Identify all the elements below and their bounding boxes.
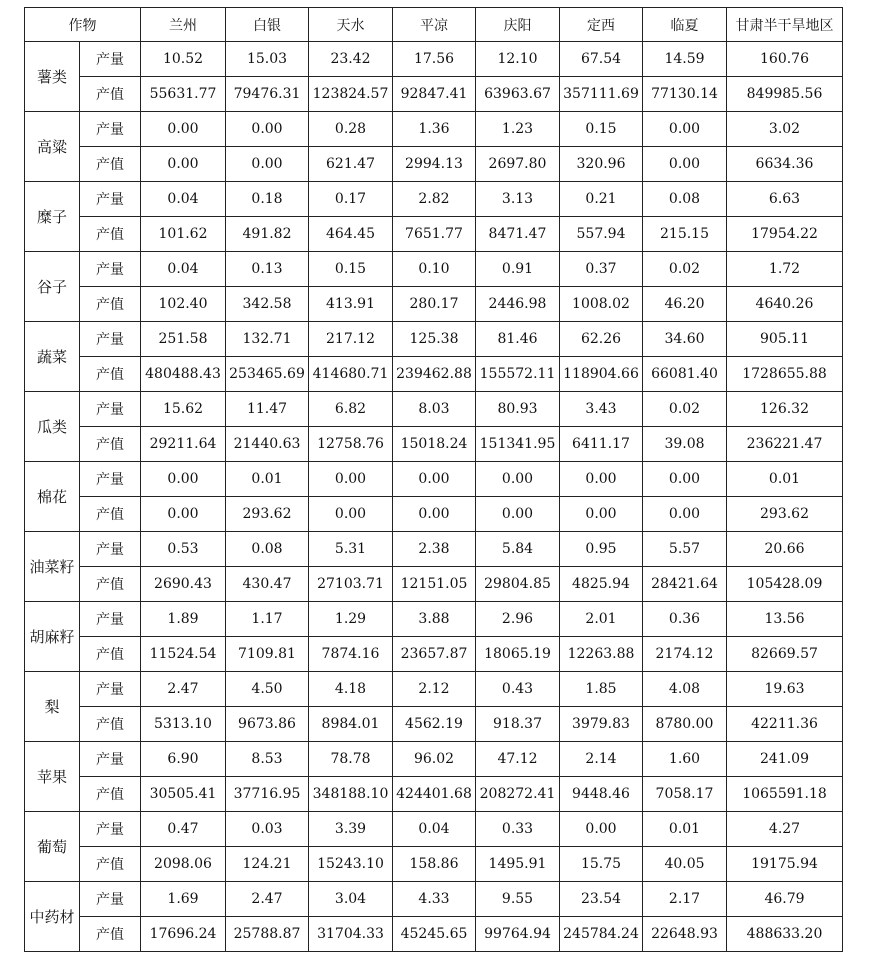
data-cell: 23.42 (309, 42, 393, 77)
data-cell: 3.02 (727, 112, 843, 147)
data-cell: 0.43 (476, 672, 560, 707)
data-cell: 39.08 (643, 427, 727, 462)
data-cell: 79476.31 (226, 77, 309, 112)
data-cell: 1.60 (643, 742, 727, 777)
data-cell: 918.37 (476, 707, 560, 742)
data-cell: 3.04 (309, 882, 393, 917)
data-cell: 102.40 (141, 287, 226, 322)
data-cell: 118904.66 (560, 357, 643, 392)
table-row (25, 567, 843, 602)
data-cell: 27103.71 (309, 567, 393, 602)
data-cell: 1.89 (141, 602, 226, 637)
data-cell: 480488.43 (141, 357, 226, 392)
data-cell: 0.21 (560, 182, 643, 217)
data-cell: 424401.68 (393, 777, 476, 812)
table-row (25, 147, 843, 182)
data-cell: 160.76 (727, 42, 843, 77)
header-row (25, 8, 843, 42)
metric-label-cell: 产值 (80, 357, 141, 392)
data-cell: 4.27 (727, 812, 843, 847)
data-cell: 0.00 (141, 497, 226, 532)
metric-label-cell: 产量 (80, 532, 141, 567)
data-cell: 4.33 (393, 882, 476, 917)
table-row (25, 252, 843, 287)
crop-output-table (24, 7, 843, 952)
table-row (25, 602, 843, 637)
data-cell: 1.69 (141, 882, 226, 917)
data-cell: 23.54 (560, 882, 643, 917)
data-cell: 5313.10 (141, 707, 226, 742)
data-cell: 0.00 (393, 497, 476, 532)
data-cell: 12263.88 (560, 637, 643, 672)
crop-name-cell: 谷子 (25, 252, 80, 322)
data-cell: 1.23 (476, 112, 560, 147)
metric-label-cell: 产量 (80, 882, 141, 917)
data-cell: 0.18 (226, 182, 309, 217)
table-row (25, 462, 843, 497)
data-cell: 0.00 (560, 812, 643, 847)
table-row (25, 672, 843, 707)
data-cell: 1728655.88 (727, 357, 843, 392)
data-cell: 905.11 (727, 322, 843, 357)
data-cell: 77130.14 (643, 77, 727, 112)
data-cell: 125.38 (393, 322, 476, 357)
data-cell: 0.00 (643, 462, 727, 497)
data-cell: 155572.11 (476, 357, 560, 392)
data-cell: 2.82 (393, 182, 476, 217)
data-cell: 62.26 (560, 322, 643, 357)
data-cell: 92847.41 (393, 77, 476, 112)
data-cell: 4.18 (309, 672, 393, 707)
data-cell: 23657.87 (393, 637, 476, 672)
data-cell: 6.90 (141, 742, 226, 777)
data-cell: 4640.26 (727, 287, 843, 322)
data-cell: 5.84 (476, 532, 560, 567)
data-cell: 126.32 (727, 392, 843, 427)
data-cell: 2098.06 (141, 847, 226, 882)
table-row (25, 532, 843, 567)
metric-label-cell: 产值 (80, 917, 141, 952)
data-cell: 7058.17 (643, 777, 727, 812)
data-cell: 0.00 (476, 497, 560, 532)
data-cell: 17.56 (393, 42, 476, 77)
data-cell: 7109.81 (226, 637, 309, 672)
data-cell: 0.28 (309, 112, 393, 147)
data-cell: 15243.10 (309, 847, 393, 882)
data-cell: 4.08 (643, 672, 727, 707)
data-cell: 0.00 (309, 462, 393, 497)
data-cell: 348188.10 (309, 777, 393, 812)
data-cell: 4825.94 (560, 567, 643, 602)
data-cell: 1.85 (560, 672, 643, 707)
data-cell: 2697.80 (476, 147, 560, 182)
data-cell: 40.05 (643, 847, 727, 882)
data-cell: 45245.65 (393, 917, 476, 952)
data-cell: 293.62 (727, 497, 843, 532)
data-cell: 241.09 (727, 742, 843, 777)
table-row (25, 427, 843, 462)
header-region: 兰州 (141, 8, 226, 42)
metric-label-cell: 产值 (80, 707, 141, 742)
data-cell: 46.79 (727, 882, 843, 917)
data-cell: 8471.47 (476, 217, 560, 252)
header-region: 白银 (226, 8, 309, 42)
data-cell: 0.04 (141, 252, 226, 287)
table-row (25, 357, 843, 392)
table-row (25, 812, 843, 847)
data-cell: 0.04 (141, 182, 226, 217)
metric-label-cell: 产量 (80, 462, 141, 497)
data-cell: 0.00 (560, 462, 643, 497)
data-cell: 3.39 (309, 812, 393, 847)
table-row (25, 322, 843, 357)
data-cell: 849985.56 (727, 77, 843, 112)
data-cell: 132.71 (226, 322, 309, 357)
data-cell: 0.36 (643, 602, 727, 637)
header-region: 甘肃半干旱地区 (727, 8, 843, 42)
data-cell: 46.20 (643, 287, 727, 322)
data-cell: 414680.71 (309, 357, 393, 392)
data-cell: 124.21 (226, 847, 309, 882)
data-cell: 0.95 (560, 532, 643, 567)
crop-name-cell: 油菜籽 (25, 532, 80, 602)
metric-label-cell: 产量 (80, 42, 141, 77)
table-row (25, 882, 843, 917)
header-region: 天水 (309, 8, 393, 42)
data-cell: 0.17 (309, 182, 393, 217)
data-cell: 236221.47 (727, 427, 843, 462)
data-cell: 0.00 (476, 462, 560, 497)
table-row (25, 392, 843, 427)
data-cell: 6.63 (727, 182, 843, 217)
data-cell: 82669.57 (727, 637, 843, 672)
data-cell: 55631.77 (141, 77, 226, 112)
data-cell: 488633.20 (727, 917, 843, 952)
data-cell: 2.01 (560, 602, 643, 637)
crop-name-cell: 梨 (25, 672, 80, 742)
data-cell: 251.58 (141, 322, 226, 357)
metric-label-cell: 产值 (80, 567, 141, 602)
metric-label-cell: 产量 (80, 812, 141, 847)
data-cell: 9.55 (476, 882, 560, 917)
data-cell: 0.15 (560, 112, 643, 147)
data-cell: 6411.17 (560, 427, 643, 462)
data-cell: 430.47 (226, 567, 309, 602)
crop-name-cell: 胡麻籽 (25, 602, 80, 672)
table-row (25, 77, 843, 112)
data-cell: 357111.69 (560, 77, 643, 112)
table-row (25, 217, 843, 252)
data-cell: 8984.01 (309, 707, 393, 742)
data-cell: 208272.41 (476, 777, 560, 812)
data-cell: 3979.83 (560, 707, 643, 742)
data-cell: 217.12 (309, 322, 393, 357)
data-cell: 0.91 (476, 252, 560, 287)
table-row (25, 182, 843, 217)
data-cell: 0.15 (309, 252, 393, 287)
metric-label-cell: 产量 (80, 392, 141, 427)
data-cell: 42211.36 (727, 707, 843, 742)
data-cell: 4562.19 (393, 707, 476, 742)
data-cell: 293.62 (226, 497, 309, 532)
data-cell: 18065.19 (476, 637, 560, 672)
metric-label-cell: 产量 (80, 322, 141, 357)
data-cell: 0.00 (226, 147, 309, 182)
data-cell: 29804.85 (476, 567, 560, 602)
data-cell: 1.29 (309, 602, 393, 637)
data-cell: 320.96 (560, 147, 643, 182)
data-cell: 12.10 (476, 42, 560, 77)
data-cell: 99764.94 (476, 917, 560, 952)
data-cell: 253465.69 (226, 357, 309, 392)
metric-label-cell: 产值 (80, 427, 141, 462)
table-body (25, 42, 843, 952)
data-cell: 5.57 (643, 532, 727, 567)
data-cell: 15018.24 (393, 427, 476, 462)
table-row (25, 637, 843, 672)
crop-name-cell: 中药材 (25, 882, 80, 952)
data-cell: 1065591.18 (727, 777, 843, 812)
data-cell: 30505.41 (141, 777, 226, 812)
data-cell: 158.86 (393, 847, 476, 882)
data-cell: 80.93 (476, 392, 560, 427)
data-cell: 0.13 (226, 252, 309, 287)
data-cell: 0.08 (643, 182, 727, 217)
data-cell: 0.03 (226, 812, 309, 847)
data-cell: 0.01 (727, 462, 843, 497)
data-cell: 20.66 (727, 532, 843, 567)
data-cell: 19175.94 (727, 847, 843, 882)
data-cell: 464.45 (309, 217, 393, 252)
table-row (25, 497, 843, 532)
metric-label-cell: 产值 (80, 147, 141, 182)
data-cell: 0.04 (393, 812, 476, 847)
data-cell: 2690.43 (141, 567, 226, 602)
table-row (25, 847, 843, 882)
data-cell: 81.46 (476, 322, 560, 357)
data-cell: 11524.54 (141, 637, 226, 672)
data-cell: 0.02 (643, 252, 727, 287)
data-cell: 3.88 (393, 602, 476, 637)
data-cell: 0.00 (309, 497, 393, 532)
data-cell: 7874.16 (309, 637, 393, 672)
data-cell: 280.17 (393, 287, 476, 322)
data-cell: 0.01 (643, 812, 727, 847)
header-region: 定西 (560, 8, 643, 42)
data-cell: 215.15 (643, 217, 727, 252)
data-cell: 67.54 (560, 42, 643, 77)
data-cell: 0.00 (141, 112, 226, 147)
data-cell: 21440.63 (226, 427, 309, 462)
data-cell: 0.00 (393, 462, 476, 497)
data-cell: 151341.95 (476, 427, 560, 462)
data-cell: 10.52 (141, 42, 226, 77)
data-cell: 342.58 (226, 287, 309, 322)
data-cell: 1495.91 (476, 847, 560, 882)
data-cell: 9673.86 (226, 707, 309, 742)
table-row (25, 707, 843, 742)
data-cell: 3.13 (476, 182, 560, 217)
table-row (25, 287, 843, 322)
metric-label-cell: 产量 (80, 602, 141, 637)
data-cell: 123824.57 (309, 77, 393, 112)
metric-label-cell: 产值 (80, 217, 141, 252)
metric-label-cell: 产量 (80, 742, 141, 777)
data-cell: 101.62 (141, 217, 226, 252)
header-region: 庆阳 (476, 8, 560, 42)
data-cell: 12151.05 (393, 567, 476, 602)
data-cell: 0.00 (643, 497, 727, 532)
data-cell: 491.82 (226, 217, 309, 252)
data-cell: 17696.24 (141, 917, 226, 952)
data-cell: 2.47 (141, 672, 226, 707)
data-cell: 37716.95 (226, 777, 309, 812)
table-header (25, 8, 843, 42)
data-cell: 5.31 (309, 532, 393, 567)
data-cell: 11.47 (226, 392, 309, 427)
data-cell: 0.37 (560, 252, 643, 287)
data-cell: 0.10 (393, 252, 476, 287)
data-cell: 0.53 (141, 532, 226, 567)
data-cell: 0.02 (643, 392, 727, 427)
data-cell: 14.59 (643, 42, 727, 77)
metric-label-cell: 产量 (80, 112, 141, 147)
crop-name-cell: 糜子 (25, 182, 80, 252)
crop-name-cell: 瓜类 (25, 392, 80, 462)
data-cell: 6634.36 (727, 147, 843, 182)
data-cell: 13.56 (727, 602, 843, 637)
data-cell: 12758.76 (309, 427, 393, 462)
data-cell: 1.36 (393, 112, 476, 147)
crop-name-cell: 薯类 (25, 42, 80, 112)
data-cell: 15.62 (141, 392, 226, 427)
data-cell: 0.00 (141, 462, 226, 497)
crop-name-cell: 蔬菜 (25, 322, 80, 392)
data-cell: 3.43 (560, 392, 643, 427)
data-cell: 0.00 (643, 147, 727, 182)
data-cell: 29211.64 (141, 427, 226, 462)
data-cell: 15.03 (226, 42, 309, 77)
data-cell: 245784.24 (560, 917, 643, 952)
data-cell: 96.02 (393, 742, 476, 777)
data-cell: 25788.87 (226, 917, 309, 952)
table-row (25, 42, 843, 77)
table-row (25, 917, 843, 952)
data-cell: 22648.93 (643, 917, 727, 952)
data-cell: 2.12 (393, 672, 476, 707)
data-cell: 1.72 (727, 252, 843, 287)
data-cell: 8.53 (226, 742, 309, 777)
data-cell: 4.50 (226, 672, 309, 707)
data-cell: 239462.88 (393, 357, 476, 392)
data-cell: 6.82 (309, 392, 393, 427)
data-cell: 557.94 (560, 217, 643, 252)
metric-label-cell: 产值 (80, 777, 141, 812)
data-cell: 105428.09 (727, 567, 843, 602)
metric-label-cell: 产值 (80, 637, 141, 672)
metric-label-cell: 产值 (80, 287, 141, 322)
table-row (25, 742, 843, 777)
crop-name-cell: 葡萄 (25, 812, 80, 882)
metric-label-cell: 产值 (80, 847, 141, 882)
header-crop: 作物 (25, 8, 141, 42)
data-cell: 15.75 (560, 847, 643, 882)
data-cell: 2.14 (560, 742, 643, 777)
crop-name-cell: 高粱 (25, 112, 80, 182)
header-region: 平凉 (393, 8, 476, 42)
crop-name-cell: 棉花 (25, 462, 80, 532)
data-cell: 47.12 (476, 742, 560, 777)
data-cell: 63963.67 (476, 77, 560, 112)
crop-name-cell: 苹果 (25, 742, 80, 812)
data-cell: 2.38 (393, 532, 476, 567)
data-cell: 78.78 (309, 742, 393, 777)
data-cell: 0.00 (643, 112, 727, 147)
data-cell: 19.63 (727, 672, 843, 707)
data-cell: 17954.22 (727, 217, 843, 252)
data-cell: 0.33 (476, 812, 560, 847)
data-cell: 0.01 (226, 462, 309, 497)
data-cell: 621.47 (309, 147, 393, 182)
table-row (25, 777, 843, 812)
data-cell: 2.96 (476, 602, 560, 637)
data-cell: 8.03 (393, 392, 476, 427)
data-cell: 1008.02 (560, 287, 643, 322)
crop-output-table-container (24, 7, 842, 952)
data-cell: 34.60 (643, 322, 727, 357)
data-cell: 0.00 (226, 112, 309, 147)
metric-label-cell: 产值 (80, 77, 141, 112)
data-cell: 2994.13 (393, 147, 476, 182)
data-cell: 7651.77 (393, 217, 476, 252)
data-cell: 1.17 (226, 602, 309, 637)
data-cell: 8780.00 (643, 707, 727, 742)
data-cell: 28421.64 (643, 567, 727, 602)
metric-label-cell: 产值 (80, 497, 141, 532)
data-cell: 9448.46 (560, 777, 643, 812)
header-region: 临夏 (643, 8, 727, 42)
data-cell: 413.91 (309, 287, 393, 322)
metric-label-cell: 产量 (80, 672, 141, 707)
data-cell: 2.47 (226, 882, 309, 917)
metric-label-cell: 产量 (80, 252, 141, 287)
data-cell: 0.08 (226, 532, 309, 567)
table-row (25, 112, 843, 147)
data-cell: 66081.40 (643, 357, 727, 392)
data-cell: 2446.98 (476, 287, 560, 322)
data-cell: 31704.33 (309, 917, 393, 952)
metric-label-cell: 产量 (80, 182, 141, 217)
data-cell: 0.00 (141, 147, 226, 182)
data-cell: 2174.12 (643, 637, 727, 672)
data-cell: 0.00 (560, 497, 643, 532)
data-cell: 0.47 (141, 812, 226, 847)
data-cell: 2.17 (643, 882, 727, 917)
